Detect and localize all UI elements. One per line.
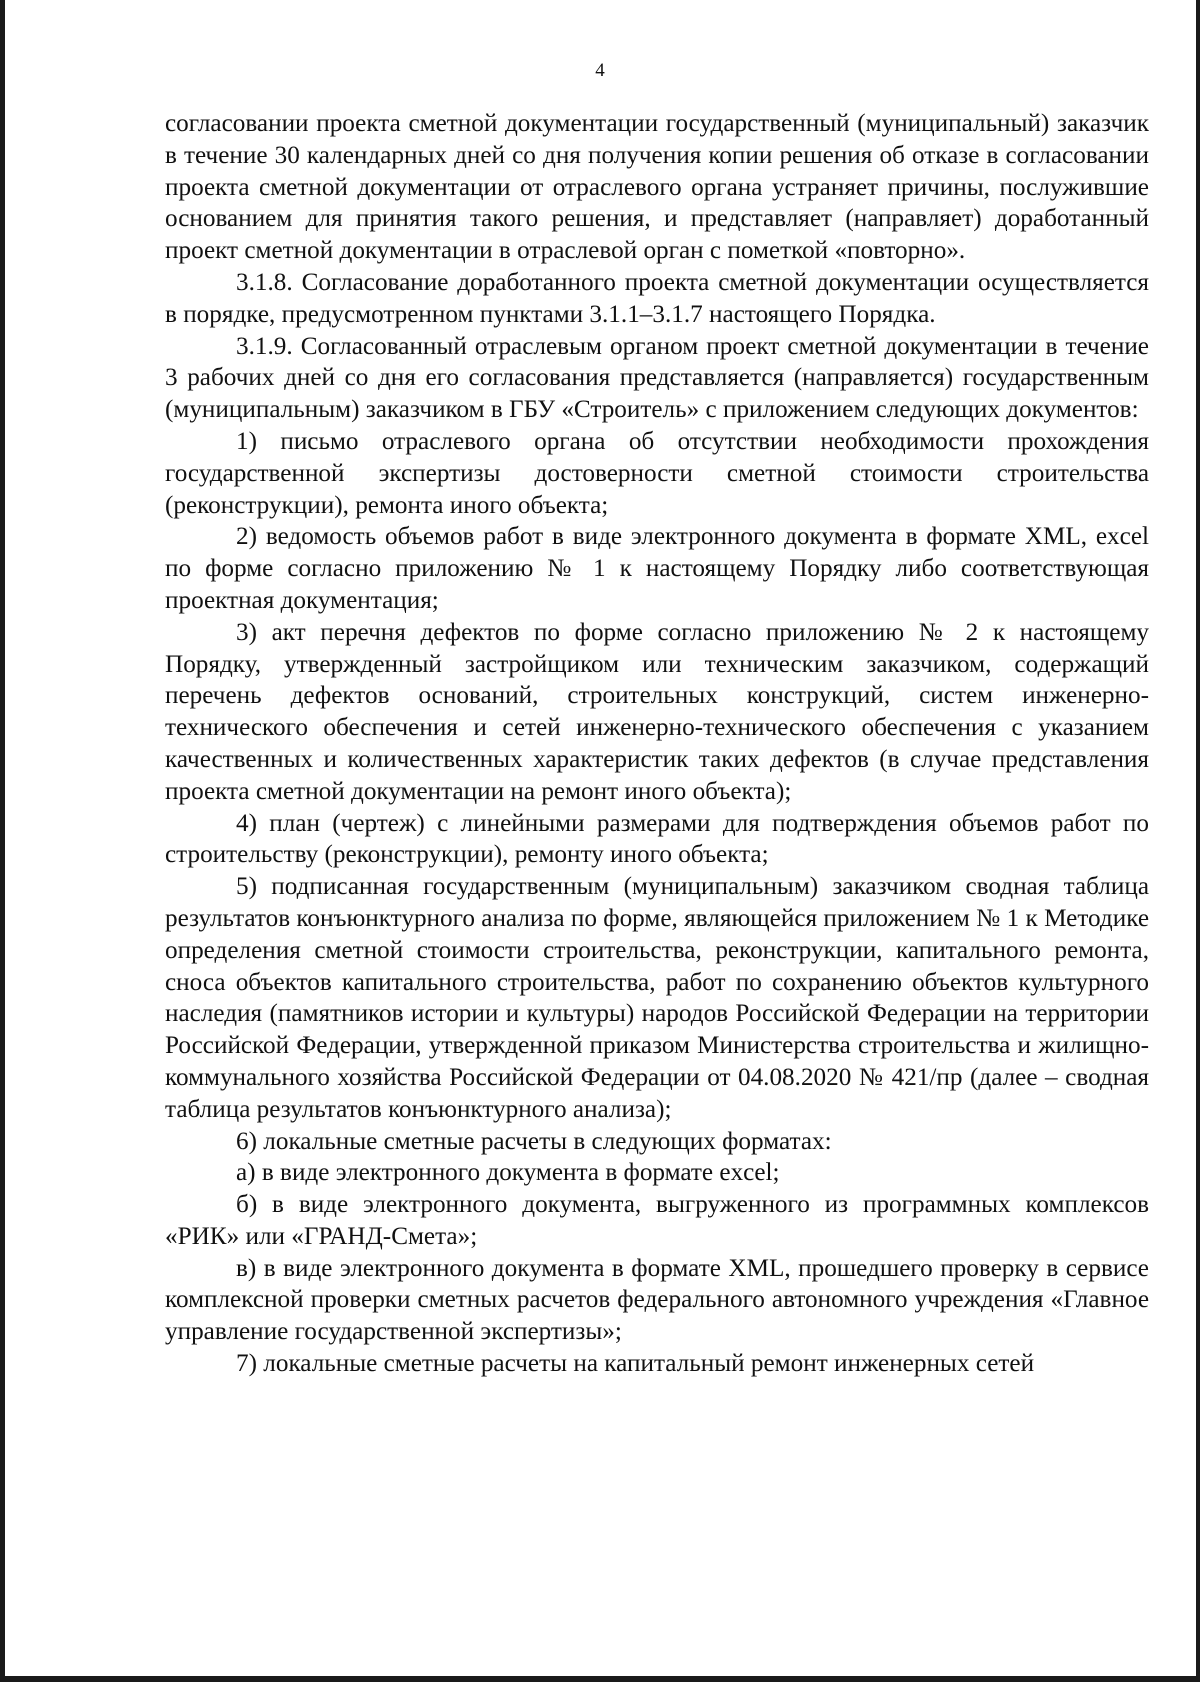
sub-item-b: б) в виде электронного документа, выгруженного из программных комплексов «РИК» или «ГРАНД-Смета»; (165, 1191, 1149, 1250)
page-number: 4 (595, 60, 605, 81)
paragraph-3-1-8: 3.1.8. Согласование доработанного проекта сметной документации осуществляется в порядке, предусмотренном пунктами 3.1.1–3.1.7 настоящего Порядка. (165, 268, 1149, 328)
list-item-5: 5) подписанная государственным (муниципальным) заказчиком сводная таблица результатов конъюнктурного анализа по форме, являющейся приложением № 1 к Методике определения сметной стоимости строительства, реконструкции, капитального ремонта, сноса объектов капитального строительства, работ по сохранению объектов культурного наследия (памятников истории и культуры) народов Российской Федерации на территории Российской Федерации, утвержденной приказом Министерства строительства и жилищно-коммунального хозяйства Российской Федерации от 04.08.2020 № 421/пр (далее – сводная таблица результатов конъюнктурного анализа); (165, 873, 1149, 1123)
document-body (165, 108, 1149, 1380)
paragraph-continuation: согласовании проекта сметной документации государственный (муниципальный) заказчик в течение 30 календарных дней со дня получения копии решения об отказе в согласовании проекта сметной документации от отраслевого органа устраняет причины, послужившие основанием для принятия такого решения, и представляет (направляет) доработанный проект сметной документации в отраслевой орган с пометкой «повторно». (165, 110, 1149, 265)
scan-edge-left (0, 0, 5, 1682)
scan-edge-right (1196, 0, 1200, 1682)
list-item-1: 1) письмо отраслевого органа об отсутствии необходимости прохождения государственной экспертизы достоверности сметной стоимости строительства (реконструкции), ремонта иного объекта; (165, 427, 1149, 519)
list-item-2: 2) ведомость объемов работ в виде электронного документа в формате XML, excel по форме согласно приложению № 1 к настоящему Порядку либо соответствующая проектная документация; (165, 523, 1149, 614)
sub-item-a: а) в виде электронного документа в формате excel; (236, 1159, 780, 1187)
list-item-7: 7) локальные сметные расчеты на капитальный ремонт инженерных сетей (236, 1350, 1035, 1378)
paragraph-3-1-9: 3.1.9. Согласованный отраслевым органом проект сметной документации в течение 3 рабочих дней со дня его согласования представляется (направляется) государственным (муниципальным) заказчиком в ГБУ «Строитель» с приложением следующих документов: (165, 332, 1149, 424)
scan-edge-bottom (0, 1676, 1200, 1682)
list-item-3: 3) акт перечня дефектов по форме согласно приложению № 2 к настоящему Порядку, утвержденный застройщиком или техническим заказчиком, содержащий перечень дефектов оснований, строительных конструкций, систем инженерно-технического обеспечения и сетей инженерно-технического обеспечения с указанием качественных и количественных характеристик таких дефектов (в случае представления проекта сметной документации на ремонт иного объекта); (165, 618, 1149, 805)
list-item-4: 4) план (чертеж) с линейными размерами для подтверждения объемов работ по строительству (реконструкции), ремонту иного объекта; (165, 809, 1149, 869)
sub-item-v: в) в виде электронного документа в формате XML, прошедшего проверку в сервисе комплексной проверки сметных расчетов федерального автономного учреждения «Главное управление государственной экспертизы»; (165, 1254, 1149, 1346)
list-item-6: 6) локальные сметные расчеты в следующих форматах: (236, 1127, 832, 1155)
